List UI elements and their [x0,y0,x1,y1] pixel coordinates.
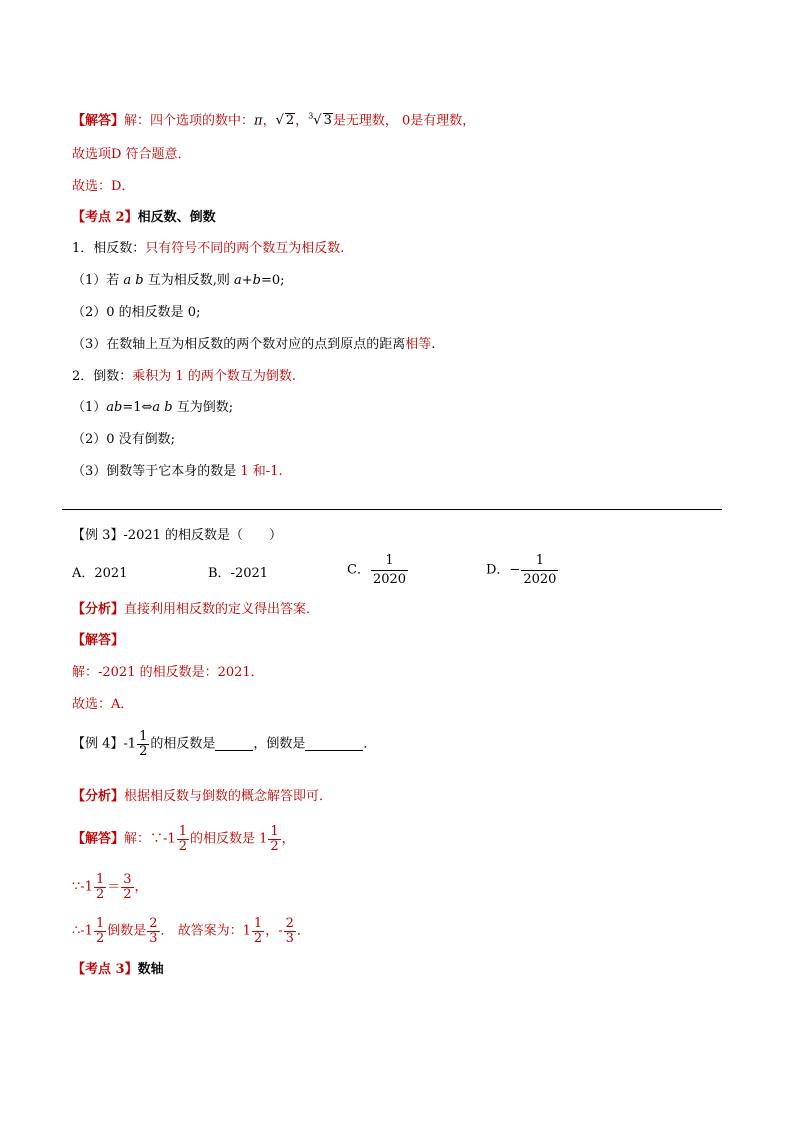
solution-line-2: 故选项D 符合题意． [72,147,191,162]
definition-opposite: 1．相反数：只有符号不同的两个数互为相反数. [72,241,345,256]
option-a: A．2021 [72,566,128,581]
definition-reciprocal-1: （1）ab=1⇔a b 互为倒数; [72,400,234,415]
option-c: C． $\frac{1}{2020}$ [347,553,407,587]
answer-blank-1[interactable] [215,738,253,751]
example-4-solution-1: 【解答】解：∵-1 $\frac{1}{2}$ 的相反数是 1 $\frac{1}{2}$ ， [72,824,295,854]
example-3-analysis: 【分析】直接利用相反数的定义得出答案． [72,602,320,617]
example-4-solution-3: ∴-1 $\frac{1}{2}$ 倒数是 $\frac{2}{3}$ ． 故答案为：1 $\frac{1}{2}$ ，- $\frac{2}{3}$ ． [72,916,310,946]
divider [62,509,722,510]
definition-opposite-2: （2）0 的相反数是 0; [72,305,201,320]
solution-line-1: 【解答】解：四个选项的数中：π，√ 2，$^3$√ 3是无理数， 0是有理数， [72,112,476,129]
section-heading-kp2: 【考点 2】相反数、倒数 [72,210,216,225]
sqrt-2: √ 2 [275,113,295,129]
example-4-solution-2: ∵-1 $\frac{1}{2}$ ＝ $\frac{3}{2}$ ， [72,872,148,902]
example-4-question: 【例 4】-1 $\frac{1}{2}$ 的相反数是 ，倒数是 ． [72,729,377,759]
example-3-solution: 解：-2021 的相反数是：2021． [72,665,264,680]
solution-answer: 故选：D． [72,179,135,194]
option-b: B．-2021 [208,566,269,581]
answer-blank-2[interactable] [305,738,363,751]
section-heading-kp3: 【考点 3】数轴 [72,962,164,977]
cbrt-3: $^3$√ 3 [308,112,332,129]
example-4-analysis: 【分析】根据相反数与倒数的概念解答即可． [72,789,333,804]
answer-tag: 【解答】 [72,113,125,129]
example-3-question: 【例 3】-2021 的相反数是（ ） [72,528,283,543]
example-3-solution-tag: 【解答】 [72,633,125,648]
definition-reciprocal: 2．倒数：乘积为 1 的两个数互为倒数. [72,369,296,384]
option-d: D．− $\frac{1}{2020}$ [486,553,557,587]
definition-opposite-3: （3）在数轴上互为相反数的两个数对应的点到原点的距离相等. [72,337,436,352]
definition-opposite-1: （1）若 a b 互为相反数,则 a+b=0; [72,273,285,288]
example-3-answer: 故选：A． [72,697,134,712]
definition-reciprocal-3: （3）倒数等于它本身的数是 1 和-1. [72,464,283,479]
definition-reciprocal-2: （2）0 没有倒数; [72,432,176,447]
